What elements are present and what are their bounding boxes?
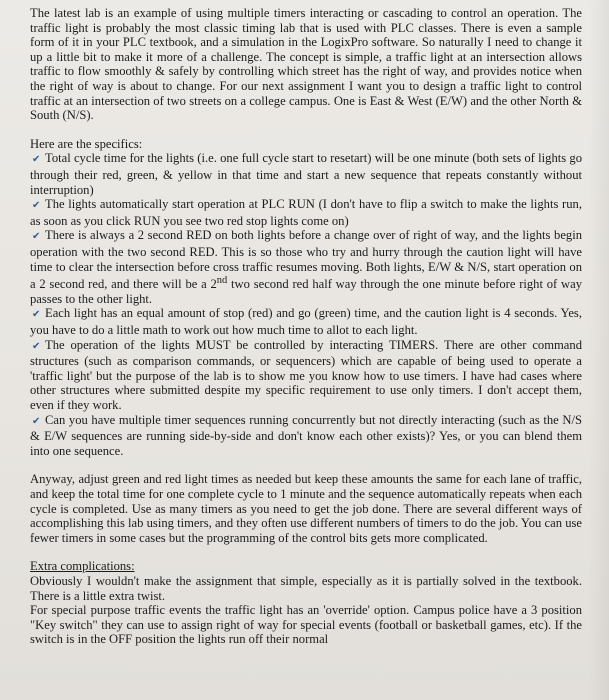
- checkmark-icon: ✔: [32, 200, 41, 212]
- specifics-item: [30, 338, 582, 413]
- extra-paragraph-1: Obviously I wouldn't make the assignment that simple, especially as it is partially solved in the textbook. There is a little extra twist.: [30, 573, 582, 603]
- checkmark-icon: ✔: [32, 231, 41, 243]
- ordinal-superscript: nd: [216, 275, 228, 287]
- specifics-item: [30, 306, 582, 337]
- checkmark-icon: ✔: [32, 154, 41, 166]
- specifics-item-text: The lights automatically start operation at PLC RUN (I don't have to flip a switch to make the lights run, as soon as you click RUN you see two red stop lights come on): [30, 197, 582, 228]
- anyway-paragraph: Anyway, adjust green and red light times as needed but keep these amounts the same for each lane of traffic, and keep the total time for one complete cycle to 1 minute and the sequence automatically repeats when each cycle is completed. Use as many timers as you need to get the job done. There are several different ways of accomplishing this lab using timers, and they often use different numbers of timers to do the job. You can use fewer timers in some cases but the programming of the control bits gets more complicated.: [30, 472, 582, 545]
- specifics-list: [30, 151, 582, 458]
- specifics-item-text: two second red half way through the one minute before right of way passes to the other light.: [30, 277, 582, 306]
- paragraph-spacer: [30, 545, 582, 559]
- checkmark-icon: ✔: [32, 415, 41, 427]
- specifics-item-text: Total cycle time for the lights (i.e. one full cycle start to resetart) will be one minute (both sets of lights go through their red, green, & yellow in that time and start a new sequence that repeats constantly without interruption): [30, 151, 582, 197]
- specifics-heading: Here are the specifics:: [30, 136, 143, 151]
- specifics-item-text: The operation of the lights MUST be controlled by interacting TIMERS. There are other command structures (such as comparison commands, or sequencers) which are capable of being used to operate a 'traffic light' but the purpose of the lab is to show me you know how to use timers. I have had cases where other structures where submitted despite my specific requirement to use only timers. I don't accept them, even if they work.: [30, 337, 582, 413]
- specifics-item: [30, 228, 582, 306]
- specifics-item-text: Can you have multiple timer sequences running concurrently but not directly interacting (such as the N/S & E/W sequences are running side-by-side and don't know each other exists)? Yes, or you can blend them into one sequence.: [30, 412, 582, 458]
- specifics-item-text: There is always a 2 second RED on both lights before a change over of right of way, and the lights begin operation with the two second RED. This is so those who try and hurry through the caution light will have time to clear the intersection before cross traffic resumes moving. Both lights, E/W & N/S, start operation on a 2 second red, and there will be a 2: [30, 228, 582, 292]
- extra-heading-line: [30, 559, 582, 574]
- checkmark-icon: ✔: [32, 340, 41, 352]
- extra-heading: Extra complications:: [30, 559, 135, 574]
- extra-paragraph-2: For special purpose traffic events the traffic light has an 'override' option. Campus police have a 3 position "Key switch" they can use to assign right of way for special events (football or basketball games, etc). If the switch is in the OFF position the lights run off their normal: [30, 603, 582, 647]
- checkmark-icon: ✔: [32, 309, 41, 321]
- intro-paragraph: The latest lab is an example of using multiple timers interacting or cascading to control an operation. The traffic light is probably the most classic timing lab that is used with PLC classes. There is even a sample form of it in your PLC textbook, and a simulation in the LogixPro software. So naturally I need to change it up a little bit to make it more of a challenge. The concept is simple, a traffic light at an intersection allows traffic to flow smoothly & safely by controlling which street has the right of way, and provides notice when the right of way is about to change. For our next assignment I want you to design a traffic light to control traffic at an intersection of two streets on a college campus. One is East & West (E/W) and the other North & South (N/S).: [30, 6, 582, 123]
- specifics-item-text: Each light has an equal amount of stop (red) and go (green) time, and the caution light is 4 seconds. Yes, you have to do a little math to work out how much time to allot to each light.: [30, 306, 582, 338]
- paragraph-spacer: [30, 123, 582, 137]
- page-edge-shade: [589, 0, 609, 700]
- document-content: [30, 6, 582, 647]
- specifics-item: [30, 197, 582, 228]
- paragraph-spacer: [30, 458, 582, 472]
- specifics-item: [30, 151, 582, 197]
- specifics-item: [30, 413, 582, 459]
